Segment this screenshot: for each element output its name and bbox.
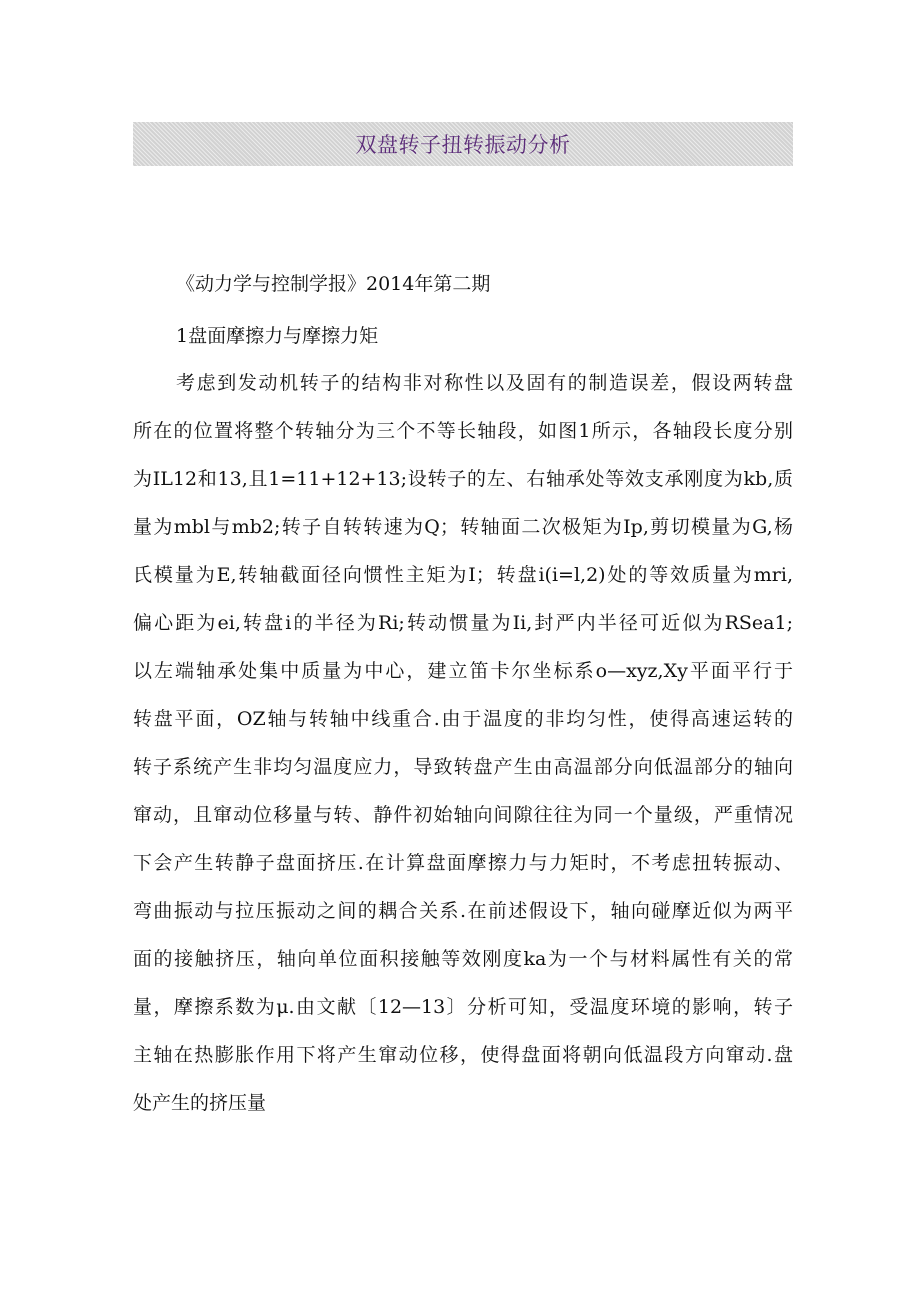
paragraph-line: 氏模量为E,转轴截面径向惯性主矩为I；转盘i(i=l,2)处的等效质量为mri, (133, 564, 793, 586)
paragraph-line: 转盘平面，OZ轴与转轴中线重合.由于温度的非均匀性，使得高速运转的 (133, 708, 793, 730)
paragraph-line: 下会产生转静子盘面挤压.在计算盘面摩擦力与力矩时，不考虑扭转振动、 (133, 852, 793, 874)
paragraph-line: 偏心距为ei,转盘i的半径为Ri;转动惯量为Ii,封严内半径可近似为RSea1; (133, 612, 793, 634)
title-banner (133, 122, 793, 166)
paragraph-line: 考虑到发动机转子的结构非对称性以及固有的制造误差，假设两转盘 (176, 372, 793, 394)
paragraph-line: 处产生的挤压量 (133, 1092, 267, 1114)
paragraph-line: 量，摩擦系数为μ.由文献〔12—13〕分析可知，受温度环境的影响，转子 (133, 996, 793, 1018)
paragraph-line: 面的接触挤压，轴向单位面积接触等效刚度ka为一个与材料属性有关的常 (133, 948, 793, 970)
paragraph-line: 窜动，且窜动位移量与转、静件初始轴向间隙往往为同一个量级，严重情况 (133, 804, 793, 826)
paragraph-line: 为IL12和13,且1=11+12+13;设转子的左、右轴承处等效支承刚度为kb,质 (133, 468, 793, 490)
paragraph-line: 弯曲振动与拉压振动之间的耦合关系.在前述假设下，轴向碰摩近似为两平 (133, 900, 793, 922)
section-heading: 1盘面摩擦力与摩擦力矩 (176, 325, 379, 347)
journal-source: 《动力学与控制学报》2014年第二期 (176, 273, 491, 295)
paragraph-line: 以左端轴承处集中质量为中心，建立笛卡尔坐标系o—xyz,Xy平面平行于 (133, 660, 793, 682)
paragraph-line: 所在的位置将整个转轴分为三个不等长轴段，如图1所示，各轴段长度分别 (133, 420, 793, 442)
document-title: 双盘转子扭转振动分析 (355, 133, 571, 157)
paragraph-line: 主轴在热膨胀作用下将产生窜动位移，使得盘面将朝向低温段方向窜动.盘 (133, 1044, 793, 1066)
paragraph-line: 转子系统产生非均匀温度应力，导致转盘产生由高温部分向低温部分的轴向 (133, 756, 793, 778)
paragraph-line: 量为mbl与mb2;转子自转转速为Q；转轴面二次极矩为Ip,剪切模量为G,杨 (133, 516, 793, 538)
